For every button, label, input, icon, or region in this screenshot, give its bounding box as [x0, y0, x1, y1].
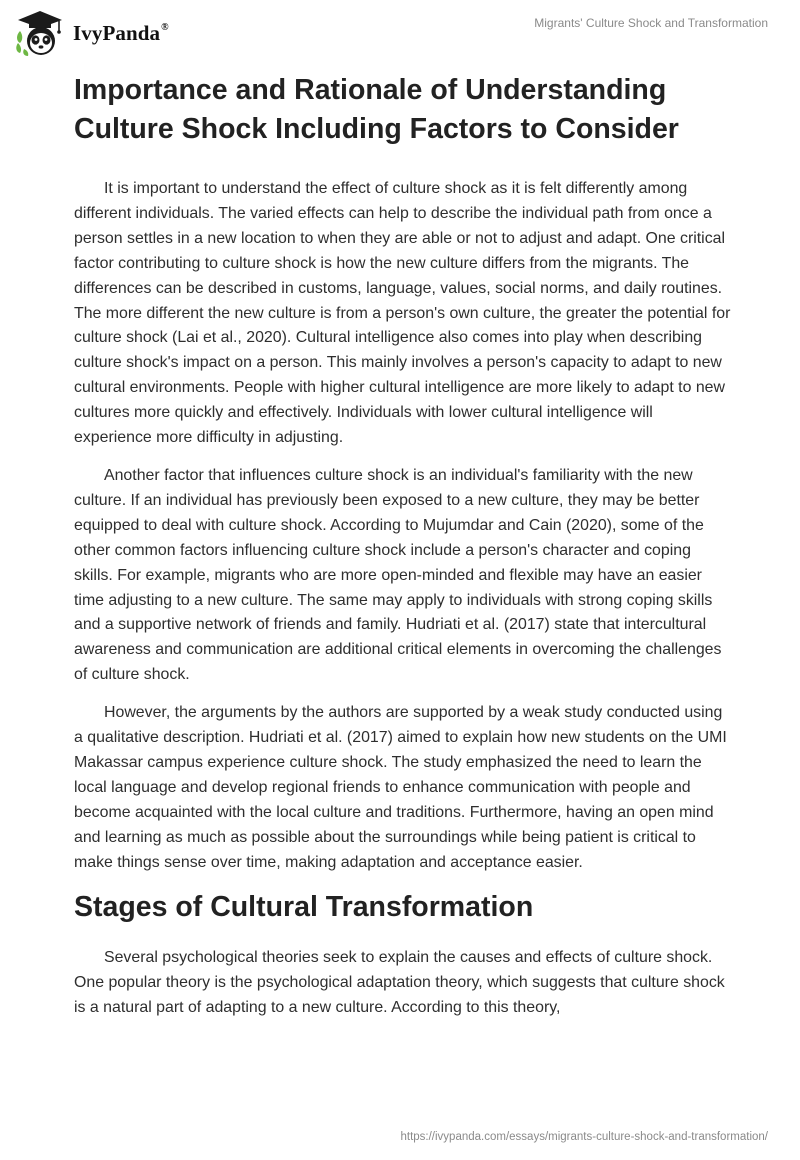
page-header: [0, 0, 800, 62]
paragraph: Several psychological theories seek to explain the causes and effects of culture shock. One popular theory is the psychological adaptation theory, which suggests that culture shock is a natural part of adapting to a new culture. According to this theory,: [74, 949, 725, 1017]
document-title: Migrants' Culture Shock and Transformation: [534, 16, 768, 30]
panda-graduation-cap-icon: [14, 9, 66, 57]
paragraph: It is important to understand the effect of culture shock as it is felt differently among different individuals. The varied effects can help to describe the individual path from once a person settles in a new location to when they are able or not to adjust and adapt. One critical factor contributing to culture shock is how the new culture differs from the migrants. The differences can be described in customs, language, values, social norms, and daily routines. The more different the new culture is from a person's own culture, the greater the potential for culture shock (Lai et al., 2020). Cultural intelligence also comes into play when describing culture shock's impact on a person. This mainly involves a person's capacity to adapt to new cultural environments. People with higher cultural intelligence are more likely to adapt to new cultures more quickly and effectively. Individuals with lower cultural intelligence will experience more difficulty in adjusting.: [74, 180, 731, 447]
source-url[interactable]: https://ivypanda.com/essays/migrants-culture-shock-and-transformation/: [400, 1131, 768, 1143]
paragraph: However, the arguments by the authors are supported by a weak study conducted using a qualitative description. Hudriati et al. (2017) aimed to explain how new students on the UMI Makassar campus experience culture shock. The study emphasized the need to learn the local language and develop regional friends to enhance communication with people and become acquainted with the local culture and traditions. Furthermore, having an open mind and learning as much as possible about the surroundings while being patient is critical to make things sense over time, making adaptation and acceptance easier.: [74, 704, 727, 871]
brand-name: [73, 21, 169, 46]
paragraph: Another factor that influences culture shock is an individual's familiarity with the new culture. If an individual has previously been exposed to a new culture, they may be better equipped to deal with culture shock. According to Mujumdar and Cain (2020), some of the other common factors influencing culture shock include a person's character and coping skills. For example, migrants who are more open-minded and flexible may have an easier time adjusting to a new culture. The same may apply to individuals with strong coping skills and a supportive network of friends and family. Hudriati et al. (2017) state that intercultural awareness and communication are additional critical elements in overcoming the challenges of culture shock.: [74, 466, 722, 684]
section-heading-stages: Stages of Cultural Transformation: [74, 891, 534, 924]
section-heading-importance: Importance and Rationale of Understanding Culture Shock Including Factors to Consider: [74, 74, 679, 145]
essay-body: [74, 71, 734, 1034]
registered-mark: ®: [161, 21, 169, 33]
brand-name-text: IvyPanda: [73, 20, 161, 45]
ivypanda-logo[interactable]: [14, 9, 169, 57]
